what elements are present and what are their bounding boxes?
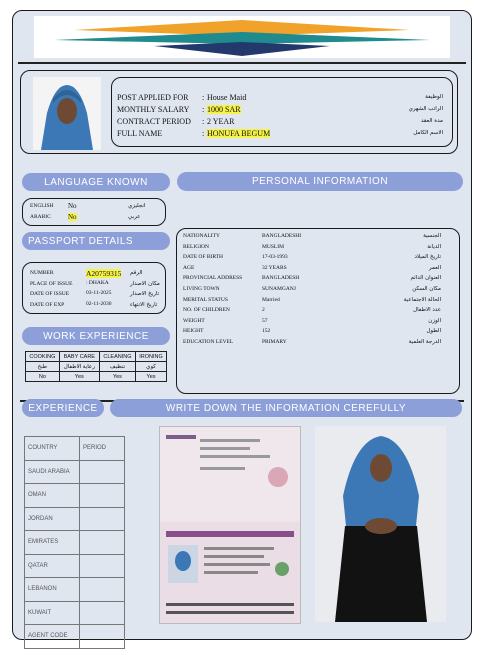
country-row <box>25 484 125 508</box>
personal-ar-label: الجنسية <box>423 233 441 239</box>
country-period <box>80 578 125 602</box>
personal-label: HEIGHT <box>183 328 204 335</box>
passport-ar-label: تاريخ الاصدار <box>130 291 160 297</box>
country-row <box>25 578 125 602</box>
profile-sep: : <box>202 105 205 114</box>
work-header-ironing: IRONING <box>136 352 167 362</box>
work-value-cleaning: Yes <box>99 372 135 382</box>
country-period <box>80 507 125 531</box>
work-experience-header: WORK EXPERIENCE <box>22 327 170 345</box>
passport-details-header: PASSPORT DETAILS <box>22 232 170 250</box>
language-known-header: LANGUAGE KNOWN <box>22 173 170 191</box>
profile-ar-label: الوظيفة <box>425 94 443 100</box>
header-banner <box>34 16 450 58</box>
country-name: QATAR <box>25 554 80 578</box>
personal-label: EDUCATION LEVEL <box>183 339 234 345</box>
country-period <box>80 460 125 484</box>
passport-ar-label: مكان الاصدار <box>130 280 160 287</box>
personal-label: MERITAL STATUS <box>183 296 228 303</box>
header-logo-stripes <box>34 16 450 58</box>
country-name: AGENT CODE <box>25 625 80 649</box>
work-ar-header-ironing: كوي <box>136 362 167 372</box>
profile-sep: : <box>202 129 205 138</box>
personal-ar-label: العنوان الدائم <box>410 275 441 282</box>
country-row <box>25 601 125 625</box>
passport-label: PLACE OF ISSUE <box>30 280 73 287</box>
language-value: No <box>68 213 77 221</box>
country-name: EMIRATES <box>25 531 80 555</box>
profile-value: 2 YEAR <box>207 117 235 126</box>
profile-value: HONUFA BEGUM <box>207 129 271 138</box>
work-value-ironing: Yes <box>136 372 167 382</box>
personal-ar-label: الطول <box>426 328 441 335</box>
country-row <box>25 460 125 484</box>
country-name: OMAN <box>25 484 80 508</box>
passport-ar-label: الرقم <box>130 270 143 276</box>
country-period <box>80 625 125 649</box>
language-value: No <box>68 202 77 210</box>
personal-label: PROVINCIAL ADDRESS <box>183 275 243 282</box>
personal-label: NATIONALITY <box>183 233 220 239</box>
personal-ar-label: عدد الاطفال <box>413 307 441 314</box>
personal-value: 57 <box>262 317 268 324</box>
col-country: COUNTRY <box>25 437 80 461</box>
work-header-cleaning: CLEANING <box>99 352 135 362</box>
profile-label: MONTHLY SALARY <box>117 105 190 114</box>
personal-value: Married <box>262 296 280 303</box>
language-ar-label: عربي <box>128 214 141 220</box>
country-name: SAUDI ARABIA <box>25 460 80 484</box>
passport-value: 02-11-2030 <box>86 300 112 307</box>
work-ar-header-cooking: طبخ <box>26 362 60 372</box>
country-row <box>25 625 125 649</box>
work-header-baby-care: BABY CARE <box>59 352 99 362</box>
profile-label: POST APPLIED FOR <box>117 93 189 102</box>
country-name: KUWAIT <box>25 601 80 625</box>
personal-value: 17-03-1993 <box>262 254 288 261</box>
personal-value: BANGLADESHI <box>262 233 302 239</box>
profile-value: 1000 SAR <box>207 105 241 114</box>
work-header-cooking: COOKING <box>26 352 60 362</box>
experience-header: EXPERIENCE <box>22 399 104 417</box>
full-body-photo <box>315 426 446 622</box>
personal-value: SUNAMGANJ <box>262 286 296 292</box>
personal-information-header: PERSONAL INFORMATION <box>177 172 463 191</box>
personal-ar-label: الديانة <box>427 243 441 250</box>
col-period: PERIOD <box>80 437 125 461</box>
profile-value: House Maid <box>207 93 247 102</box>
country-period <box>80 531 125 555</box>
personal-value: 152 <box>262 328 271 335</box>
country-name: LEBANON <box>25 578 80 602</box>
passport-value: A20759315 <box>86 269 122 278</box>
country-experience-table <box>24 436 125 649</box>
passport-value: : DHAKA <box>86 279 109 286</box>
passport-label: DATE OF EXP <box>30 301 65 308</box>
country-period <box>80 601 125 625</box>
country-row <box>25 531 125 555</box>
language-label: ARABIC <box>30 214 51 220</box>
country-period <box>80 554 125 578</box>
personal-label: NO. OF CHILDREN <box>183 307 230 314</box>
personal-value: MUSLIM <box>262 243 285 250</box>
profile-sep: : <box>202 93 205 102</box>
profile-label: FULL NAME <box>117 129 163 138</box>
personal-label: AGE <box>183 264 195 271</box>
passport-ar-label: تاريخ الانتهاء <box>130 301 158 308</box>
personal-label: RELIGION <box>183 243 209 250</box>
personal-ar-label: العمر <box>428 264 441 271</box>
personal-label: DATE OF BIRTH <box>183 254 224 261</box>
personal-ar-label: مكان السكن <box>412 286 441 292</box>
personal-ar-label: الدرجة العلمية <box>408 339 441 345</box>
personal-value: 2 <box>262 307 265 314</box>
country-row <box>25 507 125 531</box>
profile-ar-label: الراتب الشهري <box>408 106 443 112</box>
language-ar-label: انجليزي <box>128 203 146 209</box>
country-period <box>80 484 125 508</box>
personal-ar-label: تاريخ الميلاد <box>414 254 441 261</box>
passport-label: NUMBER <box>30 270 54 276</box>
profile-photo <box>33 77 101 150</box>
personal-label: LIVING TOWN <box>183 286 220 292</box>
personal-ar-label: الحالة الاجتماعية <box>403 296 441 303</box>
personal-value: 32 YEARS <box>262 264 287 271</box>
work-value-baby-care: Yes <box>59 372 99 382</box>
personal-label: WEIGHT <box>183 317 205 324</box>
country-name: JORDAN <box>25 507 80 531</box>
personal-value: BANGLADESH <box>262 275 300 282</box>
work-value-cooking: No <box>26 372 60 382</box>
write-down-header: WRITE DOWN THE INFORMATION CEREFULLY <box>110 399 462 417</box>
personal-ar-label: الوزن <box>428 317 441 324</box>
profile-sep: : <box>202 117 205 126</box>
header-divider <box>18 62 466 64</box>
passport-label: DATE OF ISSUE <box>30 291 70 297</box>
passport-value: 03-11-2025 <box>86 290 112 296</box>
work-ar-header-baby-care: رعاية الاطفال <box>59 362 99 372</box>
language-label: ENGLISH <box>30 203 54 209</box>
country-row <box>25 554 125 578</box>
work-experience-table <box>25 351 167 382</box>
work-ar-header-cleaning: تنظيف <box>99 362 135 372</box>
profile-ar-label: مدة العقد <box>421 118 443 124</box>
passport-scan-image <box>159 426 301 624</box>
profile-ar-label: الاسم الكامل <box>413 130 443 136</box>
profile-label: CONTRACT PERIOD <box>117 117 191 126</box>
personal-value: PRIMARY <box>262 339 287 345</box>
